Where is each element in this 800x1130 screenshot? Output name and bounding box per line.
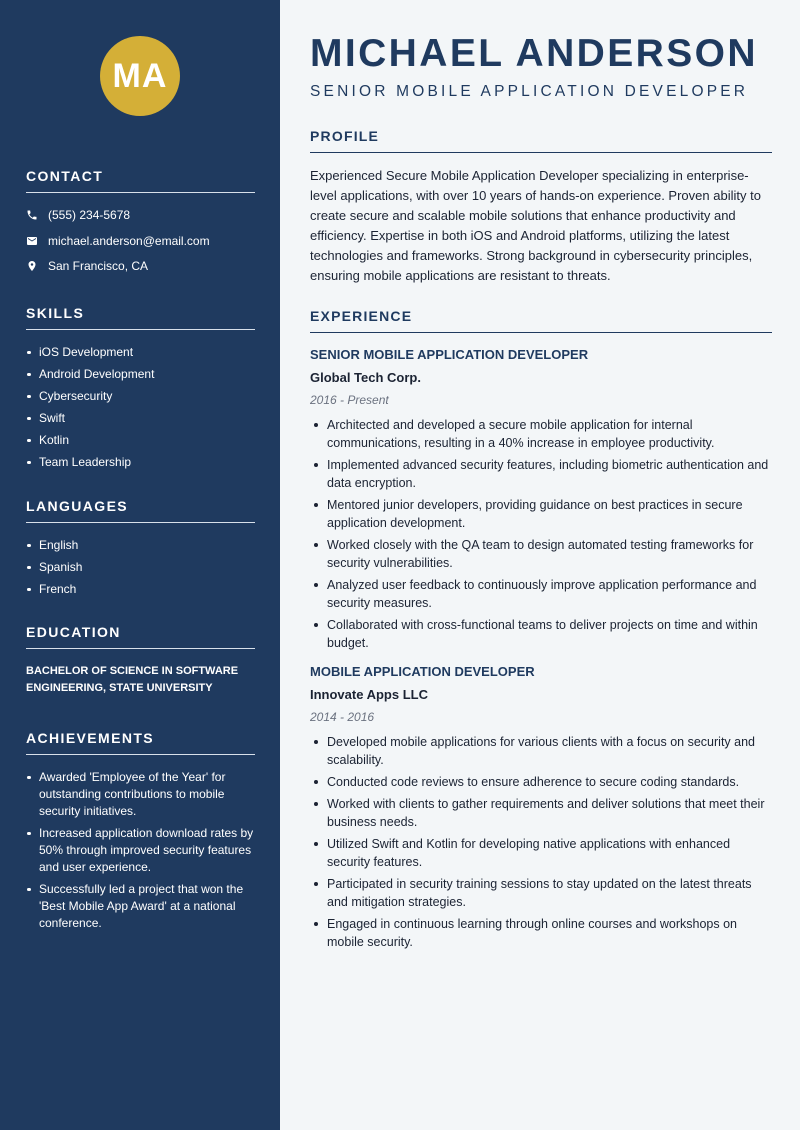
achievement-item: Successfully led a project that won the 'Best Mobile App Award' at a national conference. [26, 881, 255, 932]
job-bullet: Architected and developed a secure mobile application for internal communications, resulting in a 40% increase in employee productivity. [310, 416, 772, 452]
languages-section [26, 498, 255, 603]
job-company: Global Tech Corp. [310, 370, 421, 385]
education-heading: EDUCATION [26, 624, 255, 649]
job-bullet: Collaborated with cross-functional teams to deliver projects on time and within budget. [310, 616, 772, 652]
sidebar [0, 0, 280, 1130]
job-bullets [310, 733, 772, 951]
achievements-heading: ACHIEVEMENTS [26, 730, 255, 755]
job-bullet: Analyzed user feedback to continuously improve application performance and security measures. [310, 576, 772, 612]
achievement-item: Awarded 'Employee of the Year' for outstanding contributions to mobile security initiatives. [26, 769, 255, 820]
contact-phone-row [26, 207, 255, 223]
skill-item: iOS Development [26, 344, 255, 360]
job-entry [310, 347, 772, 652]
skill-item: Team Leadership [26, 454, 255, 470]
contact-email[interactable]: michael.anderson@email.com [48, 233, 210, 248]
job-bullet: Utilized Swift and Kotlin for developing native applications with enhanced security features. [310, 835, 772, 871]
achievement-item: Increased application download rates by 50% through improved security features and user experience. [26, 825, 255, 876]
profile-heading: PROFILE [310, 128, 772, 153]
skill-item: Android Development [26, 366, 255, 382]
achievements-section [26, 730, 255, 937]
job-bullet: Developed mobile applications for various clients with a focus on security and scalability. [310, 733, 772, 769]
contact-phone: (555) 234-5678 [48, 208, 131, 222]
job-bullet: Worked with clients to gather requirements and deliver solutions that meet their business needs. [310, 795, 772, 831]
email-icon [26, 235, 38, 247]
job-title: MOBILE APPLICATION DEVELOPER [310, 664, 535, 679]
job-bullet: Engaged in continuous learning through online courses and workshops on mobile security. [310, 915, 772, 951]
skills-list [26, 344, 255, 470]
experience-section [310, 308, 772, 955]
job-bullet: Mentored junior developers, providing guidance on best practices in secure application development. [310, 496, 772, 532]
languages-list [26, 537, 255, 597]
language-item: French [26, 581, 255, 597]
phone-icon [26, 209, 38, 221]
languages-heading: LANGUAGES [26, 498, 255, 523]
contact-section [26, 168, 255, 284]
job-dates: 2016 - Present [310, 393, 389, 407]
contact-email-row [26, 233, 255, 249]
job-dates: 2014 - 2016 [310, 710, 375, 724]
profile-text: Experienced Secure Mobile Application Developer specializing in enterprise-level applications, with over 10 years of hands-on experience. Proven ability to create secure and scalable mobile solutions that enhance productivity and efficiency. Expertise in both iOS and Android platforms, utilizing the latest technologies and frameworks. Strong background in cybersecurity principles, ensuring mobile applications are resistant to threats. [310, 168, 761, 283]
profile-section [310, 128, 772, 286]
job-bullets [310, 416, 772, 652]
job-bullet: Conducted code reviews to ensure adherence to secure coding standards. [310, 773, 772, 791]
job-company: Innovate Apps LLC [310, 687, 428, 702]
experience-heading: EXPERIENCE [310, 308, 772, 333]
skills-heading: SKILLS [26, 305, 255, 330]
candidate-name: MICHAEL ANDERSON [310, 32, 758, 75]
skills-section [26, 305, 255, 476]
job-bullet: Implemented advanced security features, including biometric authentication and data encryption. [310, 456, 772, 492]
achievements-list [26, 769, 255, 932]
candidate-role: SENIOR MOBILE APPLICATION DEVELOPER [310, 83, 749, 100]
avatar-initials: MA [100, 36, 180, 116]
contact-location: San Francisco, CA [48, 259, 149, 274]
education-degree: BACHELOR OF SCIENCE IN SOFTWARE ENGINEERING, STATE UNIVERSITY [26, 665, 239, 694]
contact-location-row [26, 258, 255, 274]
job-bullet: Worked closely with the QA team to design automated testing frameworks for security vulnerabilities. [310, 536, 772, 572]
language-item: Spanish [26, 559, 255, 575]
job-title: SENIOR MOBILE APPLICATION DEVELOPER [310, 347, 589, 362]
location-pin-icon [26, 260, 38, 272]
skill-item: Kotlin [26, 432, 255, 448]
job-entry [310, 664, 772, 951]
language-item: English [26, 537, 255, 553]
skill-item: Cybersecurity [26, 388, 255, 404]
skill-item: Swift [26, 410, 255, 426]
contact-heading: CONTACT [26, 168, 255, 193]
job-bullet: Participated in security training sessions to stay updated on the latest threats and mitigation strategies. [310, 875, 772, 911]
education-section [26, 624, 255, 697]
